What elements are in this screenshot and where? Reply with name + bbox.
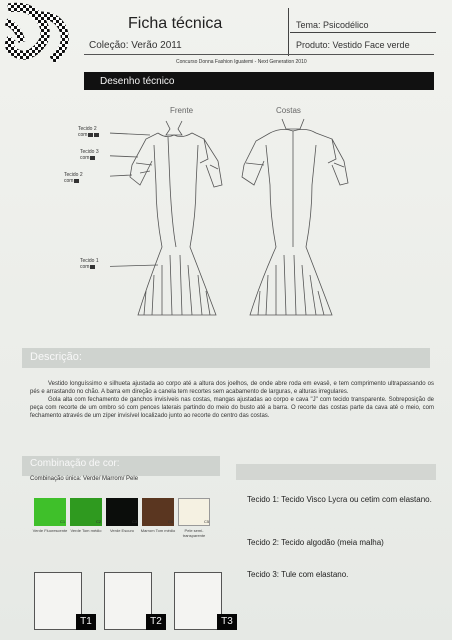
callout-code: com: [80, 264, 90, 270]
callout-name: Tecido 3: [80, 149, 99, 155]
swatch-tag: C1: [60, 519, 66, 524]
description-section-bar: [22, 348, 430, 368]
back-view-label: Costas: [276, 106, 301, 115]
fabric-sample-box-3: [174, 572, 222, 630]
front-view-label: Frente: [170, 106, 194, 115]
callout-tecido-2-top: [78, 126, 99, 138]
description-paragraph: Vestido longuíssimo e silhueta ajustada ao corpo até a altura dos joelhos, de onde abre roda em evasê, e tem comprimento ultrapassando os pés e arrastando no chão. A barra em direção a canela tem recortes sem acabamento de larguras, e alturas irregulares.: [30, 381, 434, 395]
callout-code: com: [64, 178, 74, 184]
drawing-section-title: Desenho técnico: [100, 76, 175, 87]
callout-name: Tecido 2: [78, 126, 97, 132]
description-paragraph: Gola alta com fechamento de ganchos invisíveis nas costas, mangas ajustadas ao corpo e cava "J" com tecido transparente. Sobreposição de peça com recorte de um ombro só com pences laterais partindo do meio do busto até a barra. O recorte das costas parte da cava até o meio, com fechamento através de um zíper invisível localizado junto ao recorte do centro das costas.: [30, 397, 434, 419]
fabric-section-bar: [236, 464, 436, 480]
swatch-label: Verde Escuro: [109, 528, 134, 533]
fabric-3-text: Tecido 3: Tule com elastano.: [247, 570, 349, 579]
collection-label: Coleção: Verão 2011: [89, 40, 182, 51]
header-divider: [288, 8, 289, 56]
callout-tecido-3: [80, 149, 99, 161]
swatch-tag: C5: [204, 519, 210, 524]
callout-code: com: [80, 155, 90, 161]
product-label: Produto: Vestido Face verde: [296, 40, 410, 50]
callout-name: Tecido 2: [64, 172, 83, 178]
callout-swatch: [90, 156, 95, 160]
combination-title: Combinação de cor:: [30, 458, 120, 469]
callout-name: Tecido 1: [80, 258, 99, 264]
checkered-logo: [2, 2, 72, 70]
sheet-title: Ficha técnica: [128, 15, 223, 32]
swatch-label: Marrom Tom médio: [140, 528, 176, 533]
swatch-label: Verde Fluorescente: [32, 528, 68, 533]
combination-caption: Combinação única: Verde/ Marrom/ Pele: [30, 476, 139, 482]
callout-swatch: [90, 265, 95, 269]
callout-code: com: [78, 132, 88, 138]
swatch-tag: C4: [168, 519, 174, 524]
fabric-box-label: T3: [217, 614, 237, 630]
callout-swatch: [94, 133, 99, 137]
fabric-2-text: Tecido 2: Tecido algodão (meia malha): [247, 538, 384, 547]
fabric-sample-box-1: [34, 572, 82, 630]
swatch-tag: C2: [96, 519, 102, 524]
dress-technical-drawing: [110, 115, 360, 325]
fabric-1-text: Tecido 1: Tecido Visco Lycra ou cetim com elastano.: [247, 495, 432, 504]
description-text: [30, 380, 434, 420]
header-underline: [84, 54, 434, 55]
callout-tecido-1: [80, 258, 99, 270]
callout-swatch: [88, 133, 93, 137]
fabric-box-label: T1: [76, 614, 96, 630]
swatch-label: Pele semi-transparente: [182, 528, 206, 538]
header-divider-h: [290, 32, 436, 33]
callout-swatch: [74, 179, 79, 183]
fabric-box-label: T2: [146, 614, 166, 630]
swatch-label: Verde Tom médio: [70, 528, 102, 533]
fabric-sample-box-2: [104, 572, 152, 630]
contest-label: Concurso Donna Fashion Iguatemi - Next Generation 2010: [176, 59, 307, 65]
theme-label: Tema: Psicodélico: [296, 20, 369, 30]
callout-tecido-2-side: [64, 172, 83, 184]
description-title: Descrição:: [30, 351, 82, 363]
swatch-tag: C3: [132, 519, 138, 524]
